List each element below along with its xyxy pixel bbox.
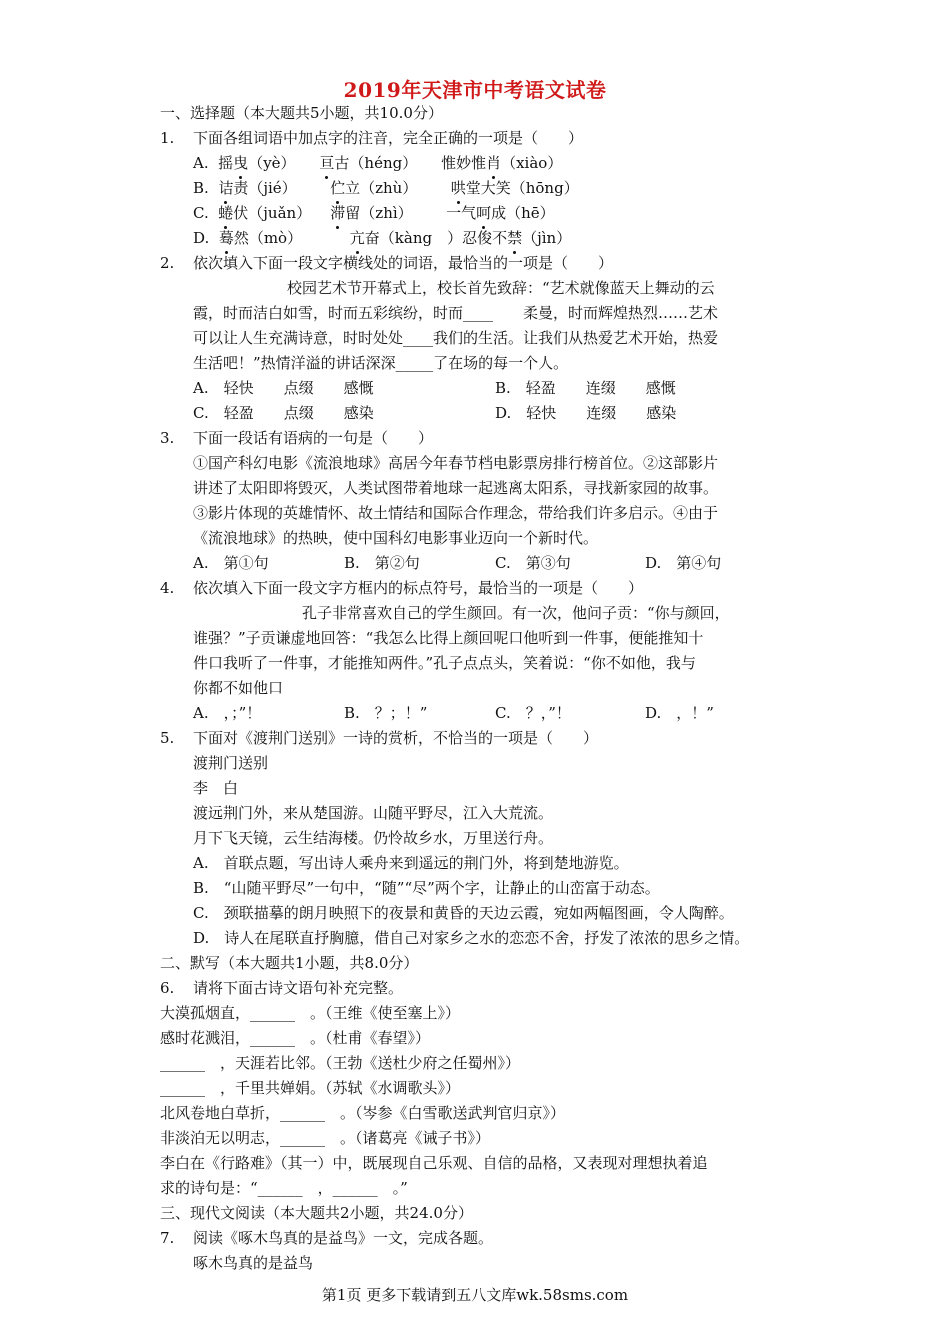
option-d: D. 第④句 [645,554,722,572]
question-stem: 下面对《渡荆门送别》一诗的赏析，不恰当的一项是（ ） [193,729,599,747]
question-stem: 下面各组词语中加点字的注音，完全正确的一项是（ ） [193,129,584,147]
option-d: D. 轻快 连缀 感染 [495,404,677,422]
passage-line: 孔子非常喜欢自己的学生颜回。有一次，他问子贡：“你与颜回， [302,604,730,622]
passage-line: 可以让人生充满诗意，时时处处____我们的生活。让我们从热爱艺术开始，热爱 [193,329,719,347]
question-number: 4. [160,579,175,597]
dotted-char: 亢 [349,229,365,247]
passage-line: 校园艺术节开幕式上，校长首先致辞：“艺术就像蓝天上舞动的云 [287,279,715,297]
option-b: B. ？；！” [344,704,428,722]
dotted-char: 蜷 [218,204,234,222]
section-heading: 二、默写（本大题共1小题，共8.0分） [160,954,419,972]
option-a: A. 轻快 点缀 感慨 [193,379,374,397]
option-a: A. 第①句 [193,554,269,572]
option-b: B. 轻盈 连缀 感慨 [495,379,676,397]
option-d: D. 诗人在尾联直抒胸臆，借自己对家乡之水的恋恋不舍，抒发了浓浓的思乡之情。 [193,929,750,947]
passage-line: 讲述了太阳即将毁灭，人类试图带着地球一起逃离太阳系，寻找新家园的故事。 [193,479,719,497]
dotted-char: 肖 [486,154,502,172]
fill-line: ______ ，千里共婵娟。（苏轼《水调歌头》） [160,1079,461,1097]
section-heading: 一、选择题（本大题共5小题，共10.0分） [160,104,443,122]
passage-line: 谁强？”子贡谦虚地回答：“我怎么比得上颜回呢口他听到一件事，便能推知十 [193,629,704,647]
option-c: C. 颈联描摹的朗月映照下的夜景和黄昏的天边云霞，宛如两幅图画，令人陶醉。 [193,904,734,922]
dotted-char: 呵 [476,204,492,222]
fill-line: 北风卷地白草折，______ 。（岑参《白雪歌送武判官归京》） [160,1104,566,1122]
option-a: A. ，；”！ [193,704,262,722]
option-d: D. ，！” [645,704,714,722]
article-title: 啄木鸟真的是益鸟 [193,1254,314,1272]
dotted-char: 伫 [330,179,346,197]
fill-line: 非淡泊无以明志，______ 。（诸葛亮《诫子书》） [160,1129,491,1147]
option-c: C. 第③句 [495,554,571,572]
fill-line: 李白在《行路难》（其一）中，既展现自己乐观、自信的品格，又表现对理想执着追 [160,1154,708,1172]
question-number: 7. [160,1229,175,1247]
question-stem: 依次填入下面一段文字方框内的标点符号，最恰当的一项是（ ） [193,579,644,597]
option-b: B. 诘责（jié） 伫立（zhù） 哄堂大笑（hōng） [193,179,579,197]
question-stem: 请将下面古诗文语句补充完整。 [193,979,404,997]
dotted-char: 曳 [233,154,249,172]
exam-title: 2019年天津市中考语文试卷 [343,78,607,102]
passage-line: 生活吧！”热情洋溢的讲话深深_____了在场的每一个人。 [193,354,569,372]
option-c: C. 轻盈 点缀 感染 [193,404,374,422]
question-number: 1. [160,129,175,147]
passage-line: 《流浪地球》的热映，使中国科幻电影事业迈向一个新时代。 [193,529,599,547]
question-stem: 阅读《啄木鸟真的是益鸟》一文，完成各题。 [193,1229,494,1247]
dotted-char: 哄 [450,179,466,197]
poem-line: 月下飞天镜，云生结海楼。仍怜故乡水，万里送行舟。 [193,829,554,847]
page-footer: 第1页 更多下载请到五八文库wk.58sms.com [321,1286,629,1304]
poem-author: 李 白 [193,779,239,797]
dotted-char: 滞 [330,204,346,222]
passage-line: 件口我听了一件事，才能推知两件。”孔子点点头，笑着说：“你不如他，我与 [193,654,696,672]
option-c: C. 蜷伏（juǎn） 滞留（zhì） 一气呵成（hē） [193,204,555,222]
passage-line: 霞，时而洁白如雪，时而五彩缤纷，时而____ 柔曼，时而辉煌热烈……艺术 [193,304,719,322]
dotted-char: 诘 [218,179,234,197]
fill-line: 感时花溅泪，______ 。（杜甫《春望》） [160,1029,431,1047]
question-number: 6. [160,979,175,997]
passage-line: ③影片体现的英雄情怀、故土情结和国际合作理念，带给我们许多启示。④由于 [193,504,719,522]
fill-line: 求的诗句是：“______ ，______ 。” [160,1179,408,1197]
option-b: B. “山随平野尽”一句中，“随”“尽”两个字，让静止的山峦富于动态。 [193,879,660,897]
option-c: C. ？，”！ [495,704,571,722]
question-stem: 下面一段话有语病的一句是（ ） [193,429,434,447]
fill-line: 大漠孤烟直，______ 。（王维《使至塞上》） [160,1004,461,1022]
question-stem: 依次填入下面一段文字横线处的词语，最恰当的一项是（ ） [193,254,614,272]
section-heading: 三、现代文阅读（本大题共2小题，共24.0分） [160,1204,473,1222]
dotted-char: 亘 [319,154,335,172]
option-b: B. 第②句 [344,554,420,572]
dotted-char: 蓦 [218,229,234,247]
passage-line: 你都不如他口 [193,679,284,697]
passage-line: ①国产科幻电影《流浪地球》高居今年春节档电影票房排行榜首位。②这部影片 [193,454,719,472]
question-number: 3. [160,429,175,447]
poem-line: 渡远荆门外，来从楚国游。山随平野尽，江入大荒流。 [193,804,554,822]
poem-title: 渡荆门送别 [193,754,269,772]
option-d: D. 蓦然（mò） 亢奋（kàng ）忍俊不禁（jìn） [193,229,572,247]
fill-line: ______ ，天涯若比邻。（王勃《送杜少府之任蜀州》） [160,1054,521,1072]
question-number: 2. [160,254,175,272]
dotted-char: 禁 [507,229,523,247]
question-number: 5. [160,729,175,747]
option-a: A. 摇曳（yè） 亘古（héng） 惟妙惟肖（xiào） [193,154,563,172]
option-a: A. 首联点题，写出诗人乘舟来到遥远的荆门外，将到楚地游览。 [193,854,629,872]
